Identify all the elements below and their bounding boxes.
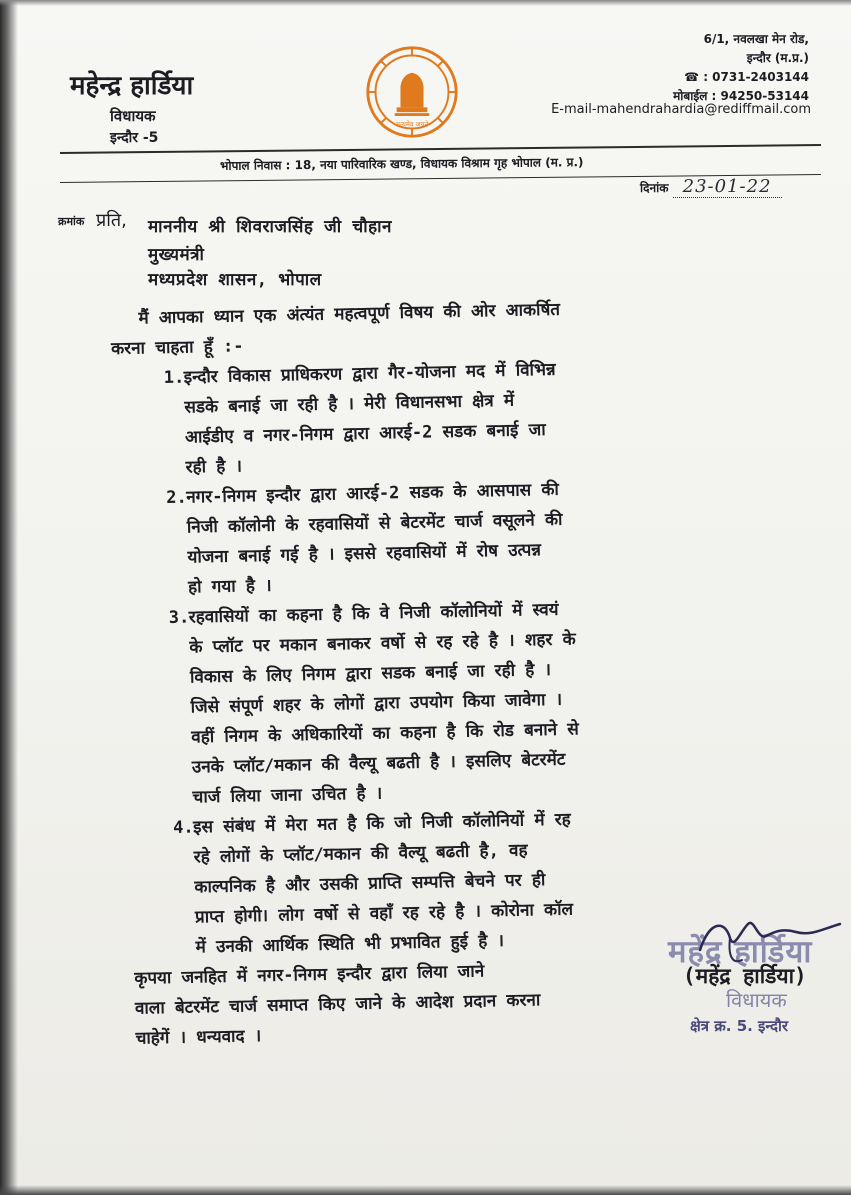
point-number: 1. [163, 367, 185, 389]
point-line: रही है । [185, 456, 243, 478]
point-line: में उनकी आर्थिक स्थिति भी प्रभावित हुई है । [195, 931, 505, 958]
letterhead-constituency: इन्दौर -5 [110, 130, 159, 146]
recipient-office: मध्यप्रदेश शासन, भोपाल [148, 270, 322, 290]
recipient-name: माननीय श्री शिवराजसिंह जी चौहान [148, 217, 392, 237]
point-line: वहीं निगम के अधिकारियों का कहना है कि रोड बनाने से [191, 719, 579, 748]
closing-line: चाहेगें । धन्यवाद । [135, 1026, 262, 1049]
state-emblem-seal-icon [364, 44, 460, 140]
email-address: E-mail-mahendrahardia@rediffmail.com [551, 102, 811, 117]
point-line: हो गया है । [187, 575, 272, 598]
point-line: सडके बनाई जा रही है । मेरी विधानसभा क्षेत्र में [184, 390, 515, 418]
closing-line: कृपया जनहित में नगर-निगम इन्दौर द्वारा लिया जाने [134, 961, 485, 989]
phone-number: ☎ : 0731-2403144 [684, 70, 809, 84]
date-value: 23-01-22 [673, 176, 782, 198]
mobile-number: मोबाईल : 94250-53144 [673, 89, 809, 103]
point-line: रहे लोगों के प्लॉट/मकान की वैल्यू बढती है, वह [193, 840, 528, 868]
point-line: नगर-निगम इन्दौर द्वारा आरई-2 सडक के आसपास की [186, 479, 560, 508]
point-number: 4. [172, 817, 194, 838]
point-line: के प्लॉट पर मकान बनाकर वर्षो से रह रहे है । शहर के [189, 629, 576, 658]
recipient-title: मुख्यमंत्री [148, 245, 205, 265]
header-divider [60, 144, 821, 154]
date-field [640, 176, 782, 197]
page-top-shadow [0, 0, 851, 6]
signatory-name: (महेंद्र हार्डिया) [683, 964, 807, 988]
intro-line: करना चाहता हूँ :- [110, 336, 244, 360]
letterhead-contact [673, 30, 809, 106]
point-line: योजना बनाई गई है । इससे रहवासियों में रोष उत्पन्न [187, 540, 542, 568]
point-2 [74, 469, 816, 604]
letterhead-name: महेन्द्र हार्डिया [70, 71, 194, 101]
point-line: निजी कॉलोनी के रहवासियों से बेटरमेंट चार्ज वसूलने की [186, 509, 563, 538]
designation-stamp: विधायक [726, 988, 787, 1012]
address-line-2: इन्दौर (म.प्र.) [746, 51, 809, 65]
salutation-prati: प्रति, [96, 210, 127, 231]
address-line-1: 6/1, नवलखा मेन रोड, [703, 32, 809, 46]
closing-line: वाला बेटरमेंट चार्ज समाप्त किए जाने के आदेश प्रदान करना [134, 990, 541, 1019]
point-3 [76, 589, 820, 814]
date-label: दिनांक [640, 181, 669, 195]
point-line: विकास के लिए निगम द्वारा सडक बनाई जा रही है । [189, 660, 552, 688]
point-number: 3. [168, 607, 190, 628]
page-edge-shadow [0, 0, 18, 1195]
point-line: जिसे संपूर्ण शहर के लोगों द्वारा उपयोग किया जावेगा । [190, 689, 563, 718]
intro-line: मैं आपका ध्यान एक अंत्यंत महत्वपूर्ण विषय की ओर आकर्षित [138, 299, 561, 329]
point-line: इन्दौर विकास प्राधिकरण द्वारा गैर-योजना मद में विभिन्न [183, 359, 556, 388]
point-line: इस संबंध में मेरा मत है कि जो निजी कॉलोनियों में रह [192, 809, 571, 838]
point-line: आईडीए व नगर-निगम द्वारा आरई-2 सडक बनाई जा [184, 420, 546, 448]
emblem-motto: सत्यमेव जयते [395, 120, 429, 129]
constituency-stamp: क्षेत्र क्र. 5. इन्दौर [690, 1017, 789, 1035]
reference-label: क्रमांक [58, 215, 85, 228]
point-line: काल्पनिक है और उसकी प्राप्ति सम्पत्ति बेचने पर ही [194, 870, 546, 898]
point-line: उनके प्लॉट/मकान की वैल्यू बढती है । इसलिए बेटरमेंट [191, 749, 566, 778]
point-1 [71, 349, 813, 484]
bhopal-address: भोपाल निवास : 18, नया पारिवारिक खण्ड, विधायक विश्राम गृह भोपाल (म. प्र.) [219, 155, 584, 173]
page-bottom-shadow [0, 1185, 851, 1195]
point-line: रहवासियों का कहना है कि वे निजी कॉलोनियों में स्वयं [188, 599, 559, 628]
point-line: चार्ज लिया जाना उचित है । [192, 783, 383, 808]
name-stamp: महेंद्र हार्डिया [668, 934, 813, 970]
letterhead-designation: विधायक [110, 107, 156, 125]
point-number: 2. [166, 487, 187, 509]
point-line: प्राप्त होगी। लोग वर्षो से वहॉं रह रहे है । कोरोना कॉल [194, 899, 574, 928]
